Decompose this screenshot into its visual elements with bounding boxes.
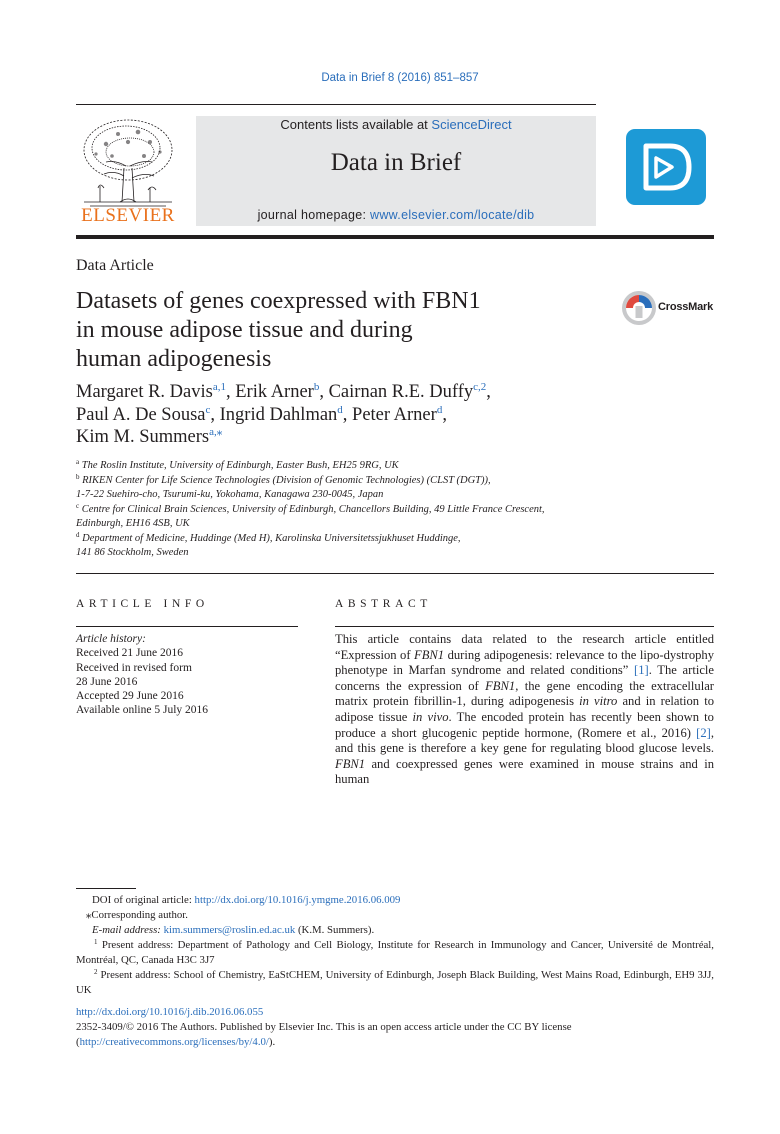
author-name: Peter Arner [352, 404, 437, 425]
author-affiliation-ref[interactable]: a,1 [212, 381, 226, 393]
abstract-text: This article contains data related to the research article entitled “Expression of FBN1 during adipogenesis: relevance to the lipo-dystrophy phenotype in Marfan syndrome and related conditions” [1]. The article concerns the expression of FBN1, the gene encoding the extracellular matrix protein fibrillin-1, during adipogenesis in vitro and in relation to adipose tissue in vivo. The encoded protein has recently been shown to produce a short glucogenic peptide hormone, (Romere et al., 2016) [2], and this gene is therefore a key gene for regulating blood glucose levels. FBN1 and coexpressed genes were examined in mouse strains and in human [335, 632, 715, 787]
contents-line: Contents lists available at ScienceDirect [280, 117, 512, 132]
article-info-heading: ARTICLE INFO [76, 598, 209, 610]
author-line: Paul A. De Sousa$^c$, Ingrid Dahlman$^d$, Peter Arner$^d$, [76, 403, 447, 425]
abstract-rule [335, 626, 714, 627]
history-item: Received 21 June 2016 [76, 647, 183, 660]
author-name: Cairnan R.E. Duffy [328, 382, 474, 402]
reference-link[interactable]: [1] [634, 663, 649, 678]
title-line: human adipogenesis [76, 346, 272, 372]
footnote-rule [76, 888, 136, 889]
article-history [76, 632, 208, 718]
title-line: in mouse adipose tissue and during [76, 317, 413, 343]
author-line [76, 426, 596, 449]
doi-footnote: DOI of original article: http://dx.doi.org/10.1016/j.ymgme.2016.06.009 [92, 894, 401, 906]
affiliation-item: $^b$ RIKEN Center for Life Science Technologies (Division of Genomic Technologies) (CLST (DGT)), 1-7-22 Suehiro-cho, Tsurumi-ku, Yokohama, Kanagawa 230-0045, Japan [76, 472, 491, 500]
author-name: Ingrid Dahlman [219, 404, 338, 425]
masthead-rule [76, 235, 714, 239]
article-info-rule [76, 626, 298, 627]
author-name: Kim M. Summers [76, 427, 210, 447]
article-type: Data Article [76, 257, 154, 274]
affiliation-item: $^a$ The Roslin Institute, University of Edinburgh, Easter Bush, EH25 9RG, UK [76, 458, 399, 471]
reference-link[interactable]: [2] [696, 725, 711, 740]
footnote-1: $^1$ Present address: Department of Pathology and Cell Biology, Institute for Research in Immunology and Cancer, Université de Montréal, Montréal, QC, Canada H3C 3J7 [76, 938, 714, 966]
history-label: Article history: [76, 633, 146, 645]
email-footnote: E-mail address: kim.summers@roslin.ed.ac.uk (K.M. Summers). [92, 924, 375, 936]
footnotes [76, 893, 714, 998]
email-link[interactable]: kim.summers@roslin.ed.ac.uk [163, 924, 296, 936]
author-name: Erik Arner [235, 382, 314, 402]
author-line: Margaret R. Davis$^{a,1}$, Erik Arner$^b$, Cairnan R.E. Duffy$^{c,2}$, [76, 381, 491, 402]
data-in-brief-logo [626, 129, 706, 205]
history-item: 28 June 2016 [76, 675, 138, 688]
journal-title: Data in Brief [330, 149, 462, 176]
history-item: Accepted 29 June 2016 [76, 690, 184, 703]
author-list [76, 381, 596, 449]
author-affiliation-ref[interactable]: a,⁎ [209, 426, 223, 438]
author-affiliation-ref[interactable]: c,2 [473, 381, 487, 393]
article-title [76, 287, 576, 374]
article-doi-link[interactable]: http://dx.doi.org/10.1016/j.dib.2016.06.055 [76, 1006, 264, 1018]
license-link-line: (http://creativecommons.org/licenses/by/4.0/). [76, 1036, 276, 1048]
author-affiliation-ref[interactable]: d [436, 403, 443, 416]
footnote-2: $^2$ Present address: School of Chemistry, EaStCHEM, University of Edinburgh, Joseph Black Building, West Mains Road, Edinburgh, EH9 3JJ, UK [76, 968, 714, 996]
homepage-line: journal homepage: www.elsevier.com/locate/dib [257, 208, 535, 222]
history-item: Received in revised form [76, 661, 192, 674]
title-line: Datasets of genes coexpressed with FBN1 [76, 288, 481, 314]
author-affiliation-ref[interactable]: c [205, 403, 211, 416]
affiliation-list [76, 459, 676, 561]
affiliation-item: $^c$ Centre for Clinical Brain Sciences, University of Edinburgh, Chancellors Building, 49 Little France Crescent, Edinburgh, EH16 4SB, UK [76, 501, 545, 529]
publisher-wordmark: ELSEVIER [81, 205, 175, 226]
author-name: Margaret R. Davis [76, 382, 213, 402]
abstract-heading: ABSTRACT [335, 598, 432, 610]
crossmark-label[interactable]: CrossMark [658, 301, 714, 313]
cc-license-link[interactable]: http://creativecommons.org/licenses/by/4.0/ [79, 1036, 269, 1048]
header-rule [76, 104, 596, 105]
original-doi-link[interactable]: http://dx.doi.org/10.1016/j.ymgme.2016.06.009 [194, 894, 401, 906]
corresponding-footnote: ⁎Corresponding author. [86, 909, 188, 921]
journal-citation[interactable]: Data in Brief 8 (2016) 851–857 [321, 72, 479, 84]
author-affiliation-ref[interactable]: b [313, 381, 320, 393]
article-footer [76, 1005, 714, 1050]
affiliation-item: $^d$ Department of Medicine, Huddinge (Med H), Karolinska Universitetssjukhuset Huddinge, 141 86 Stockholm, Sweden [76, 530, 461, 558]
section-rule [76, 573, 714, 574]
license-statement: 2352-3409/© 2016 The Authors. Published by Elsevier Inc. This is an open access article under the CC BY license [76, 1021, 572, 1033]
sciencedirect-link[interactable]: ScienceDirect [431, 117, 512, 132]
author-affiliation-ref[interactable]: d [337, 403, 343, 416]
author-name: Paul A. De Sousa [76, 404, 206, 425]
history-item: Available online 5 July 2016 [76, 704, 209, 717]
journal-homepage-link[interactable]: www.elsevier.com/locate/dib [370, 208, 535, 222]
